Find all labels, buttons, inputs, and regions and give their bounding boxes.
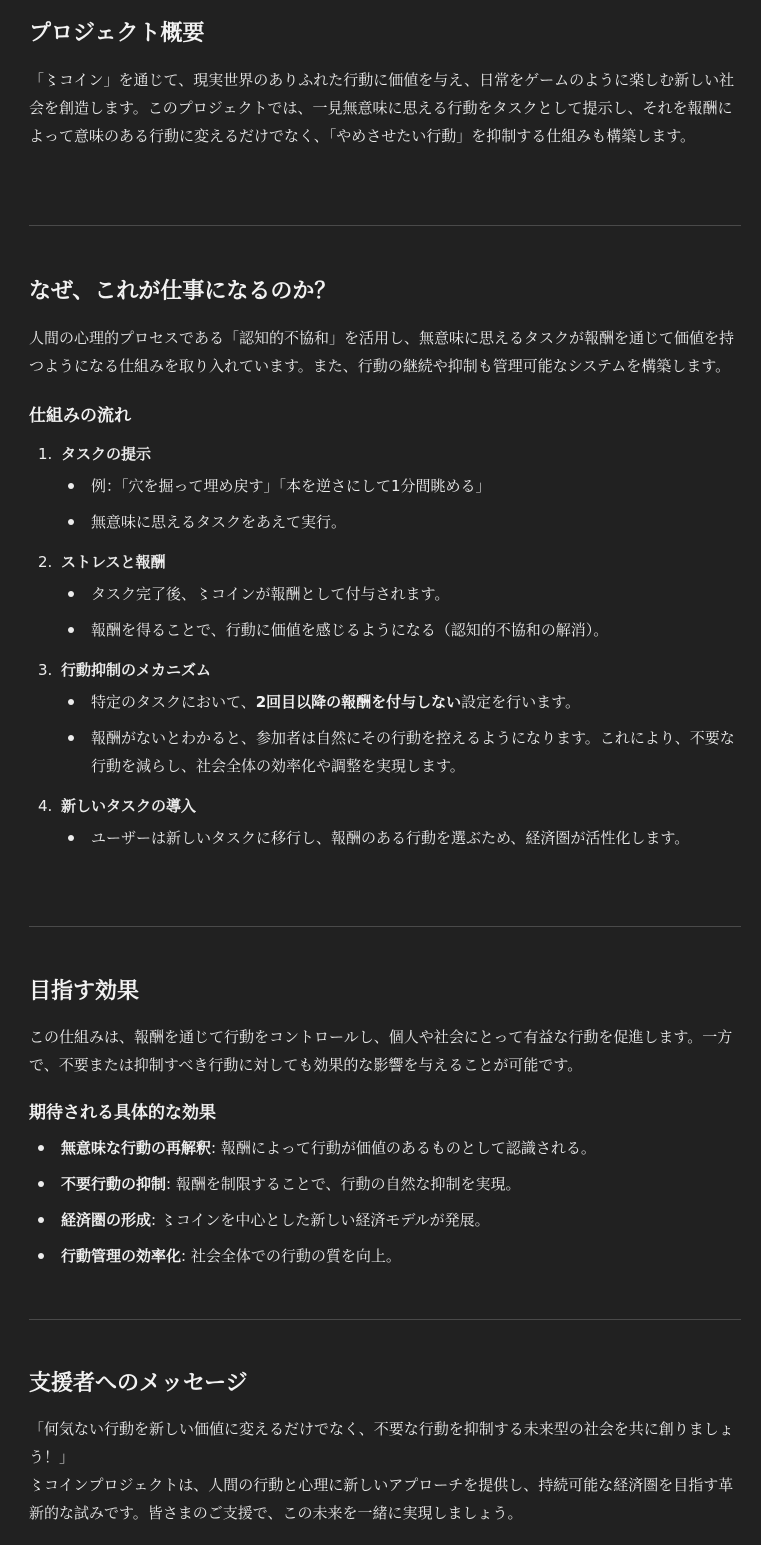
bullet-icon	[68, 519, 74, 525]
divider	[29, 1319, 741, 1320]
message-heading: 支援者へのメッセージ	[29, 1371, 248, 1396]
flow-step	[29, 544, 741, 644]
effect-item-title: 行動管理の効率化	[61, 1247, 182, 1265]
effect-item	[29, 1202, 741, 1238]
flow-step	[29, 788, 741, 852]
effect-item-title: 不要行動の抑制	[61, 1175, 167, 1193]
effects-list	[29, 1130, 741, 1274]
effect-item-text: : 〻コインを中心とした新しい経済モデルが発展。	[151, 1211, 490, 1229]
flow-step-title-text: 行動抑制のメカニズム	[61, 661, 212, 679]
flow-step	[29, 652, 741, 780]
flow-step-title	[29, 544, 741, 580]
divider	[29, 225, 741, 226]
flow-step-bullets	[29, 688, 741, 780]
why-heading: なぜ、これが仕事になるのか？	[29, 279, 337, 304]
flow-step-title	[29, 436, 741, 472]
list-item-text: 特定のタスクにおいて、	[91, 693, 256, 711]
list-item	[29, 580, 741, 608]
list-item-text: 設定を行います。	[461, 693, 580, 711]
flow-step-title	[29, 652, 741, 688]
message-quote: 「何気ない行動を新しい価値に変えるだけでなく、不要な行動を抑制する未来型の社会を共に創りましょう！」	[29, 1420, 734, 1466]
list-item	[29, 688, 741, 716]
effects-heading: 目指す効果	[29, 979, 140, 1004]
list-item-text: 例：「穴を掘って埋め戻す」「本を逆さにして1分間眺める」	[91, 477, 491, 495]
effect-item	[29, 1238, 741, 1274]
effect-item	[29, 1166, 741, 1202]
bullet-icon	[38, 1145, 44, 1151]
why-section	[29, 277, 741, 860]
flow-step	[29, 436, 741, 536]
flow-step-bullets	[29, 580, 741, 644]
flow-step-number: 4.	[38, 797, 53, 815]
bullet-icon	[68, 699, 74, 705]
list-item-text: 報酬がないとわかると、参加者は自然にその行動を控えるようになります。これにより、不要な行動を減らし、社会全体の効率化や調整を実現します。	[91, 729, 735, 775]
effect-item	[29, 1130, 741, 1166]
flow-heading: 仕組みの流れ	[29, 406, 131, 426]
bullet-icon	[68, 627, 74, 633]
flow-step-bullets	[29, 824, 741, 852]
flow-step-title-text: タスクの提示	[61, 445, 152, 463]
list-item-text: タスク完了後、〻コインが報酬として付与されます。	[91, 585, 450, 603]
bullet-icon	[38, 1253, 44, 1259]
list-item	[29, 472, 741, 500]
effects-section	[29, 977, 741, 1274]
bullet-icon	[68, 483, 74, 489]
effects-body: この仕組みは、報酬を通じて行動をコントロールし、個人や社会にとって有益な行動を促進します。一方で、不要または抑制すべき行動に対しても効果的な影響を与えることが可能です。	[29, 1028, 733, 1074]
flow-step-title-text: ストレスと報酬	[61, 553, 166, 571]
list-item	[29, 724, 741, 780]
bullet-icon	[38, 1181, 44, 1187]
effect-item-title: 無意味な行動の再解釈	[61, 1139, 212, 1157]
bullet-icon	[68, 735, 74, 741]
divider	[29, 926, 741, 927]
bullet-icon	[68, 591, 74, 597]
overview-section	[29, 19, 741, 150]
flow-step-title-text: 新しいタスクの導入	[61, 797, 197, 815]
message-body: 〻コインプロジェクトは、人間の行動と心理に新しいアプローチを提供し、持続可能な経済圏を目指す革新的な試みです。皆さまのご支援で、この未来を一緒に実現しましょう。	[29, 1476, 734, 1522]
flow-step-number: 1.	[38, 445, 53, 463]
flow-step-bullets	[29, 472, 741, 536]
bullet-icon	[68, 835, 74, 841]
overview-body: 「〻コイン」を通じて、現実世界のありふれた行動に価値を与え、日常をゲームのように楽しむ新しい社会を創造します。このプロジェクトでは、一見無意味に思える行動をタスクとして提示し、それを報酬によって意味のある行動に変えるだけでなく、「やめさせたい行動」を抑制する仕組みも構築します。	[29, 71, 735, 145]
list-item	[29, 824, 741, 852]
bullet-icon	[38, 1217, 44, 1223]
effect-item-text: : 報酬によって行動が価値のあるものとして認識される。	[211, 1139, 596, 1157]
why-body: 人間の心理的プロセスである「認知的不協和」を活用し、無意味に思えるタスクが報酬を通じて価値を持つようになる仕組みを取り入れています。また、行動の継続や抑制も管理可能なシステムを構築します。	[29, 329, 735, 375]
flow-step-number: 3.	[38, 661, 53, 679]
list-item	[29, 508, 741, 536]
list-item-emphasis: 2回目以降の報酬を付与しない	[255, 693, 462, 711]
list-item-text: 報酬を得ることで、行動に価値を感じるようになる（認知的不協和の解消）。	[91, 621, 609, 639]
effect-item-title: 経済圏の形成	[61, 1211, 152, 1229]
overview-heading: プロジェクト概要	[29, 21, 205, 46]
effect-item-text: : 報酬を制限することで、行動の自然な抑制を実現。	[166, 1175, 521, 1193]
effect-item-text: : 社会全体での行動の質を向上。	[181, 1247, 401, 1265]
effects-sub-heading: 期待される具体的な効果	[29, 1103, 216, 1123]
flow-steps	[29, 436, 741, 852]
list-item-text: 無意味に思えるタスクをあえて実行。	[91, 513, 347, 531]
list-item-text: ユーザーは新しいタスクに移行し、報酬のある行動を選ぶため、経済圏が活性化します。	[91, 829, 690, 847]
flow-step-number: 2.	[38, 553, 53, 571]
message-section	[29, 1369, 741, 1527]
flow-step-title	[29, 788, 741, 824]
list-item	[29, 616, 741, 644]
